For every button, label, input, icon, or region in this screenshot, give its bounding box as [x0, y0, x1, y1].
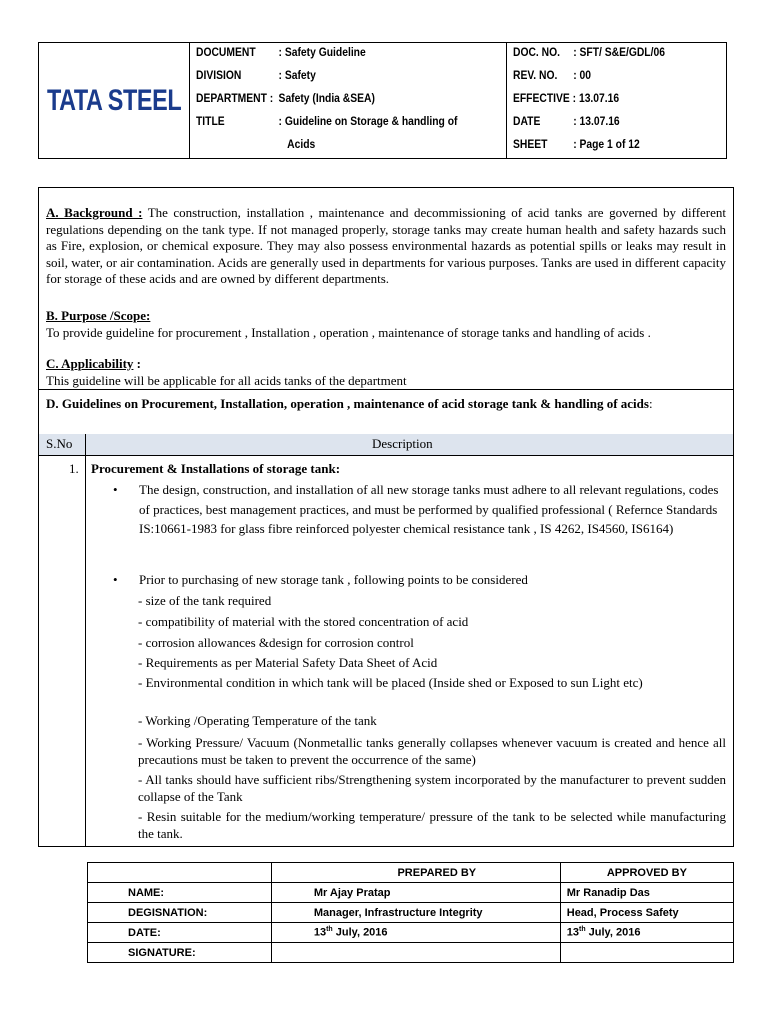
table-row: [88, 903, 734, 923]
list-item: - size of the tank required: [138, 593, 272, 608]
guideline-body: [38, 187, 734, 847]
list-item: - Requirements as per Material Safety Data Sheet of Acid: [138, 655, 438, 670]
background-text: The construction, installation , maintenance and decommissioning of acid tanks are governed by different regulations depending on the tank type. If not managed properly, storage tanks may create human health and safety hazards such as Fire, explosion, or chemical exposure. They may also possess environmental hazards as potential spills or leaks may result in soil, water, or air contamination. Acids are generally used in departments for various purposes. Tanks are used in different capacity for storage of these acids and are owned by different departments.: [46, 205, 727, 286]
designation-prepared: Manager, Infrastructure Integrity: [271, 903, 560, 923]
list-item: - Working /Operating Temperature of the tank: [138, 713, 377, 728]
tata-steel-logo: TATA STEEL: [46, 83, 182, 117]
name-label: NAME:: [88, 883, 272, 903]
name-prepared: Mr Ajay Pratap: [271, 883, 560, 903]
table-row: [88, 923, 734, 943]
table-row: [88, 863, 734, 883]
divider: [39, 455, 733, 456]
background-heading: A. Background :: [46, 205, 143, 220]
row-number: 1.: [69, 461, 79, 476]
purpose-text: To provide guideline for procurement , Installation , operation , maintenance of storage tanks and handling of acids .: [46, 324, 651, 340]
divider: [39, 389, 733, 390]
table-header: [39, 434, 733, 455]
signature-approved: [560, 943, 733, 963]
list-item: - compatibility of material with the stored concentration of acid: [138, 614, 469, 629]
list-item: - All tanks should have sufficient ribs/Strengthening system incorporated by the manufacturer to prevent sudden collapse of the Tank: [138, 772, 726, 804]
purpose-heading: B. Purpose /Scope:: [46, 308, 151, 323]
list-item: - Environmental condition in which tank will be placed (Inside shed or Exposed to sun Light etc): [138, 675, 643, 690]
col-sno: S.No: [46, 436, 73, 451]
division-row: DIVISION : Safety: [196, 68, 316, 82]
list-item: - Resin suitable for the medium/working temperature/ pressure of the tank to be selected while manufacturing the tank.: [138, 809, 726, 841]
date-approved: 13th July, 2016: [560, 923, 733, 943]
signature-prepared: [271, 943, 560, 963]
date-row: DATE : 13.07.16: [513, 114, 620, 128]
document-row: DOCUMENT : Safety Guideline: [196, 45, 366, 59]
purpose-section: [46, 308, 726, 341]
applicability-section: C. Applicability : This guideline will be applicable for all acids tanks of the department: [46, 356, 407, 388]
section-d-heading: D. Guidelines on Procurement, Installation, operation , maintenance of acid storage tank & handling of acids:: [46, 396, 653, 411]
applicability-heading: C. Applicability: [46, 356, 134, 371]
department-row: DEPARTMENT : Safety (India &SEA): [196, 91, 375, 105]
logo-cell: [39, 43, 190, 158]
title-row-2: Acids: [287, 137, 316, 151]
list-item: - corrosion allowances &design for corrosion control: [138, 635, 414, 650]
date-prepared: 13th July, 2016: [271, 923, 560, 943]
bullet-item: • The design, construction, and installation of all new storage tanks must adhere to all relevant regulations, codes of practices, best management practices, and must be performed by qualified professional ( Refernce Standards IS:10661-1983 for glass fibre reinforced polyester chemical resistance tank , IS 4262, IS4560, IS6164): [113, 482, 719, 536]
document-header: [38, 42, 727, 159]
list-item: - Working Pressure/ Vacuum (Nonmetallic tanks generally collapses whenever vacuum is created and hence all precautions must be taken to prevent the occurrence of the same): [138, 735, 726, 767]
title-row: TITLE : Guideline on Storage & handling of: [196, 114, 458, 128]
bullet-item: • Prior to purchasing of new storage tank , following points to be considered: [139, 570, 726, 590]
effective-row: EFFECTIVE : 13.07.16: [513, 91, 620, 105]
prepared-by-header: PREPARED BY: [271, 863, 560, 883]
header-info-middle: [190, 43, 507, 158]
row-title: Procurement & Installations of storage tank:: [91, 461, 341, 476]
date-label: DATE:: [88, 923, 272, 943]
approved-by-header: APPROVED BY: [560, 863, 733, 883]
column-divider: [85, 434, 86, 846]
rev-no-row: REV. NO. : 00: [513, 68, 591, 82]
signoff-table: [87, 862, 734, 963]
bullet-icon: •: [113, 482, 118, 497]
doc-no-row: DOC. NO. : SFT/ S&E/GDL/06: [513, 45, 665, 59]
background-section: [46, 205, 726, 288]
sheet-row: SHEET : Page 1 of 12: [513, 137, 640, 151]
designation-label: DEGISNATION:: [88, 903, 272, 923]
bullet-icon: •: [113, 572, 118, 587]
table-row: [88, 943, 734, 963]
applicability-text: This guideline will be applicable for all acids tanks of the department: [46, 372, 407, 388]
signature-label: SIGNATURE:: [88, 943, 272, 963]
col-description: Description: [372, 436, 433, 451]
designation-approved: Head, Process Safety: [560, 903, 733, 923]
header-info-right: [507, 43, 726, 158]
name-approved: Mr Ranadip Das: [560, 883, 733, 903]
table-row: [88, 883, 734, 903]
